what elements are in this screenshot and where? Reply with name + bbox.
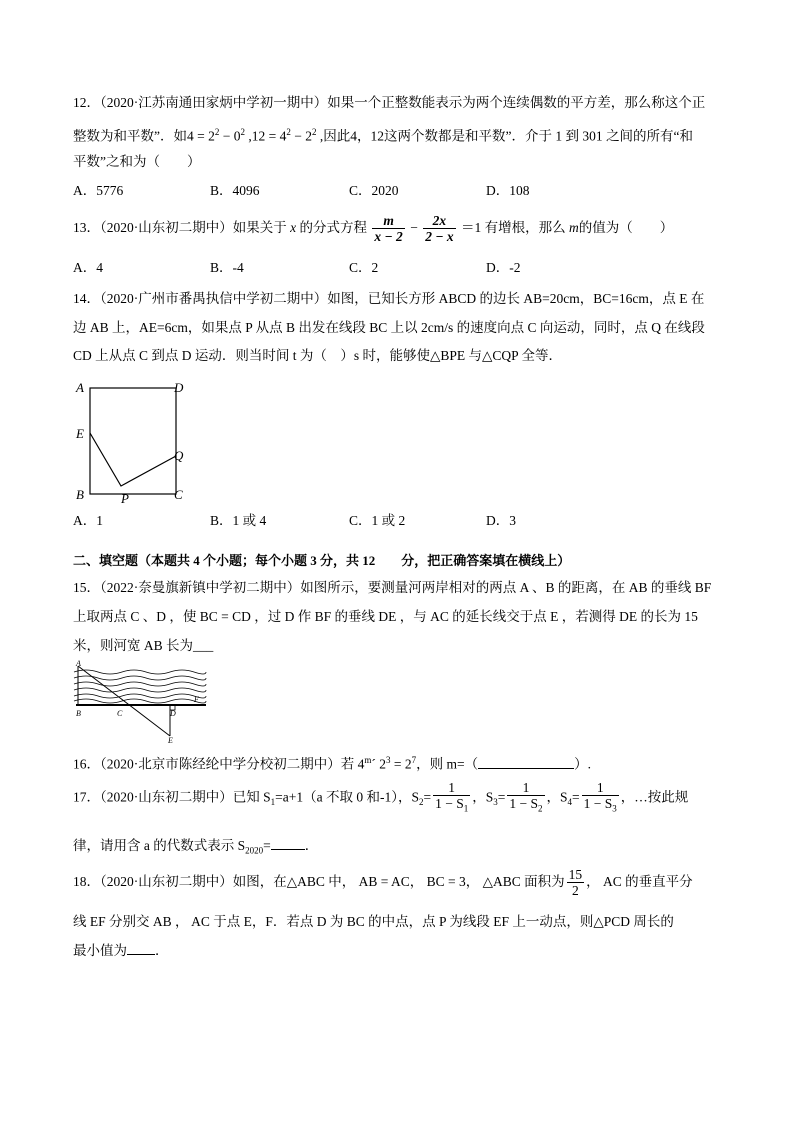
q14-option-b[interactable]: B．1 或 4 bbox=[210, 513, 267, 528]
label-c: C bbox=[174, 487, 183, 502]
q18-line2: 线 EF 分别交 AB ， AC 于点 E，F．若点 D 为 BC 的中点，点 P 为线段 EF 上一动点，则△PCD 周长的 bbox=[73, 914, 674, 929]
q18-answer-blank[interactable] bbox=[127, 954, 155, 955]
q12-option-b[interactable]: B．4096 bbox=[210, 183, 260, 198]
q18-line3: 最小值为 ． bbox=[73, 943, 169, 958]
river-figure bbox=[70, 658, 210, 744]
q14-option-a[interactable]: A．1 bbox=[73, 513, 103, 528]
q16-answer-blank[interactable] bbox=[478, 768, 574, 769]
q12-line3: 平数”之和为（ ） bbox=[73, 154, 201, 169]
q17-line2: 律，请用含 a 的代数式表示 $S_{2020}=$ ． bbox=[73, 838, 319, 856]
q14-option-d[interactable]: D．3 bbox=[486, 513, 516, 528]
q12-option-a[interactable]: A．5776 bbox=[73, 183, 124, 198]
q13-line: 13．（2020·山东初二期中）如果关于 x 的分式方程 $\frac{m}{x - 2}$ − $\frac{2x}{2 - x}$ ＝1 有增根，那么 m的值为（ ） bbox=[73, 213, 674, 245]
label-b: B bbox=[76, 487, 84, 502]
label-e: E bbox=[76, 426, 84, 441]
label-e: E bbox=[168, 736, 173, 744]
q18-line1: 18．（2020·山东初二期中）如图，在△ABC 中， AB = AC， BC = 3， △ABC 面积为 $\frac{15}{2}$ ， AC 的垂直平分 bbox=[73, 867, 693, 899]
label-c: C bbox=[117, 709, 123, 718]
q14-line3: CD 上从点 C 到点 D 运动．则当时间 t 为（ ）s 时，能够使△BPE 与△CQP 全等． bbox=[73, 348, 563, 363]
q14-line1: 14．（2020·广州市番禺执信中学初二期中）如图，已知长方形 ABCD 的边长 AB=20cm，BC=16cm，点 E 在 bbox=[73, 291, 705, 306]
label-q: Q bbox=[174, 448, 184, 463]
section-heading: 二、填空题（本题共 4 个小题；每个小题 3 分，共 12 分，把正确答案填在横线上） bbox=[73, 553, 571, 568]
q15-line3: 米，则河宽 AB 长为___ bbox=[73, 638, 214, 653]
q15-line2: 上取两点 C 、D ，使 BC = CD ，过 D 作 BF 的垂线 DE ，与 AC 的延长线交于点 E ，若测得 DE 的长为 15 bbox=[73, 609, 698, 624]
q12-option-c[interactable]: C．2020 bbox=[349, 183, 399, 198]
label-a: A bbox=[76, 659, 81, 668]
q16-line: 16．（2020·北京市陈经纶中学分校初二期中）若 4$^m$´ $2^3 = 2^7$，则 m=（ ）. bbox=[73, 755, 592, 772]
label-a: A bbox=[76, 380, 84, 395]
q13-option-d[interactable]: D．-2 bbox=[486, 260, 521, 275]
q13-option-b[interactable]: B．-4 bbox=[210, 260, 244, 275]
q12-line2: 整数为和平数”．如$4 = 2^2 - 0^2$ $,12 = 4^2 - 2^2$ ,因此4，12这两个数都是和平数”．介于 1 到 301 之间的所有“和 bbox=[73, 127, 693, 144]
q13-option-c[interactable]: C．2 bbox=[349, 260, 379, 275]
q12-line1: 12．（2020·江苏南通田家炳中学初一期中）如果一个正整数能表示为两个连续偶数的平方差，那么称这个正 bbox=[73, 95, 706, 110]
label-p: P bbox=[121, 491, 129, 505]
q15-line1: 15．（2022·奈曼旗新镇中学初二期中）如图所示，要测量河两岸相对的两点 A 、B 的距离，在 AB 的垂线 BF bbox=[73, 580, 712, 595]
q13-option-a[interactable]: A．4 bbox=[73, 260, 103, 275]
label-b: B bbox=[76, 709, 81, 718]
q17-answer-blank[interactable] bbox=[271, 849, 305, 850]
q17-line1: 17．（2020·山东初二期中）已知 $S_1=a+1(a$ 不取 0 和-1），$S_2=$ $\frac{1}{1 - S_1}$ ，$S_3=$ $\frac{1}{1 - S_2}$ ，$S_4=$ $\frac{1}{1 - S_3}$ ，…按此规 bbox=[73, 780, 689, 814]
q12-option-d[interactable]: D．108 bbox=[486, 183, 530, 198]
label-d: D bbox=[170, 709, 176, 718]
q14-option-c[interactable]: C．1 或 2 bbox=[349, 513, 406, 528]
q14-line2: 边 AB 上，AE=6cm，如果点 P 从点 B 出发在线段 BC 上以 2cm/s 的速度向点 C 向运动，同时，点 Q 在线段 bbox=[73, 320, 705, 335]
label-d: D bbox=[174, 380, 184, 395]
label-f: F bbox=[194, 695, 199, 704]
rectangle-figure bbox=[70, 375, 200, 505]
